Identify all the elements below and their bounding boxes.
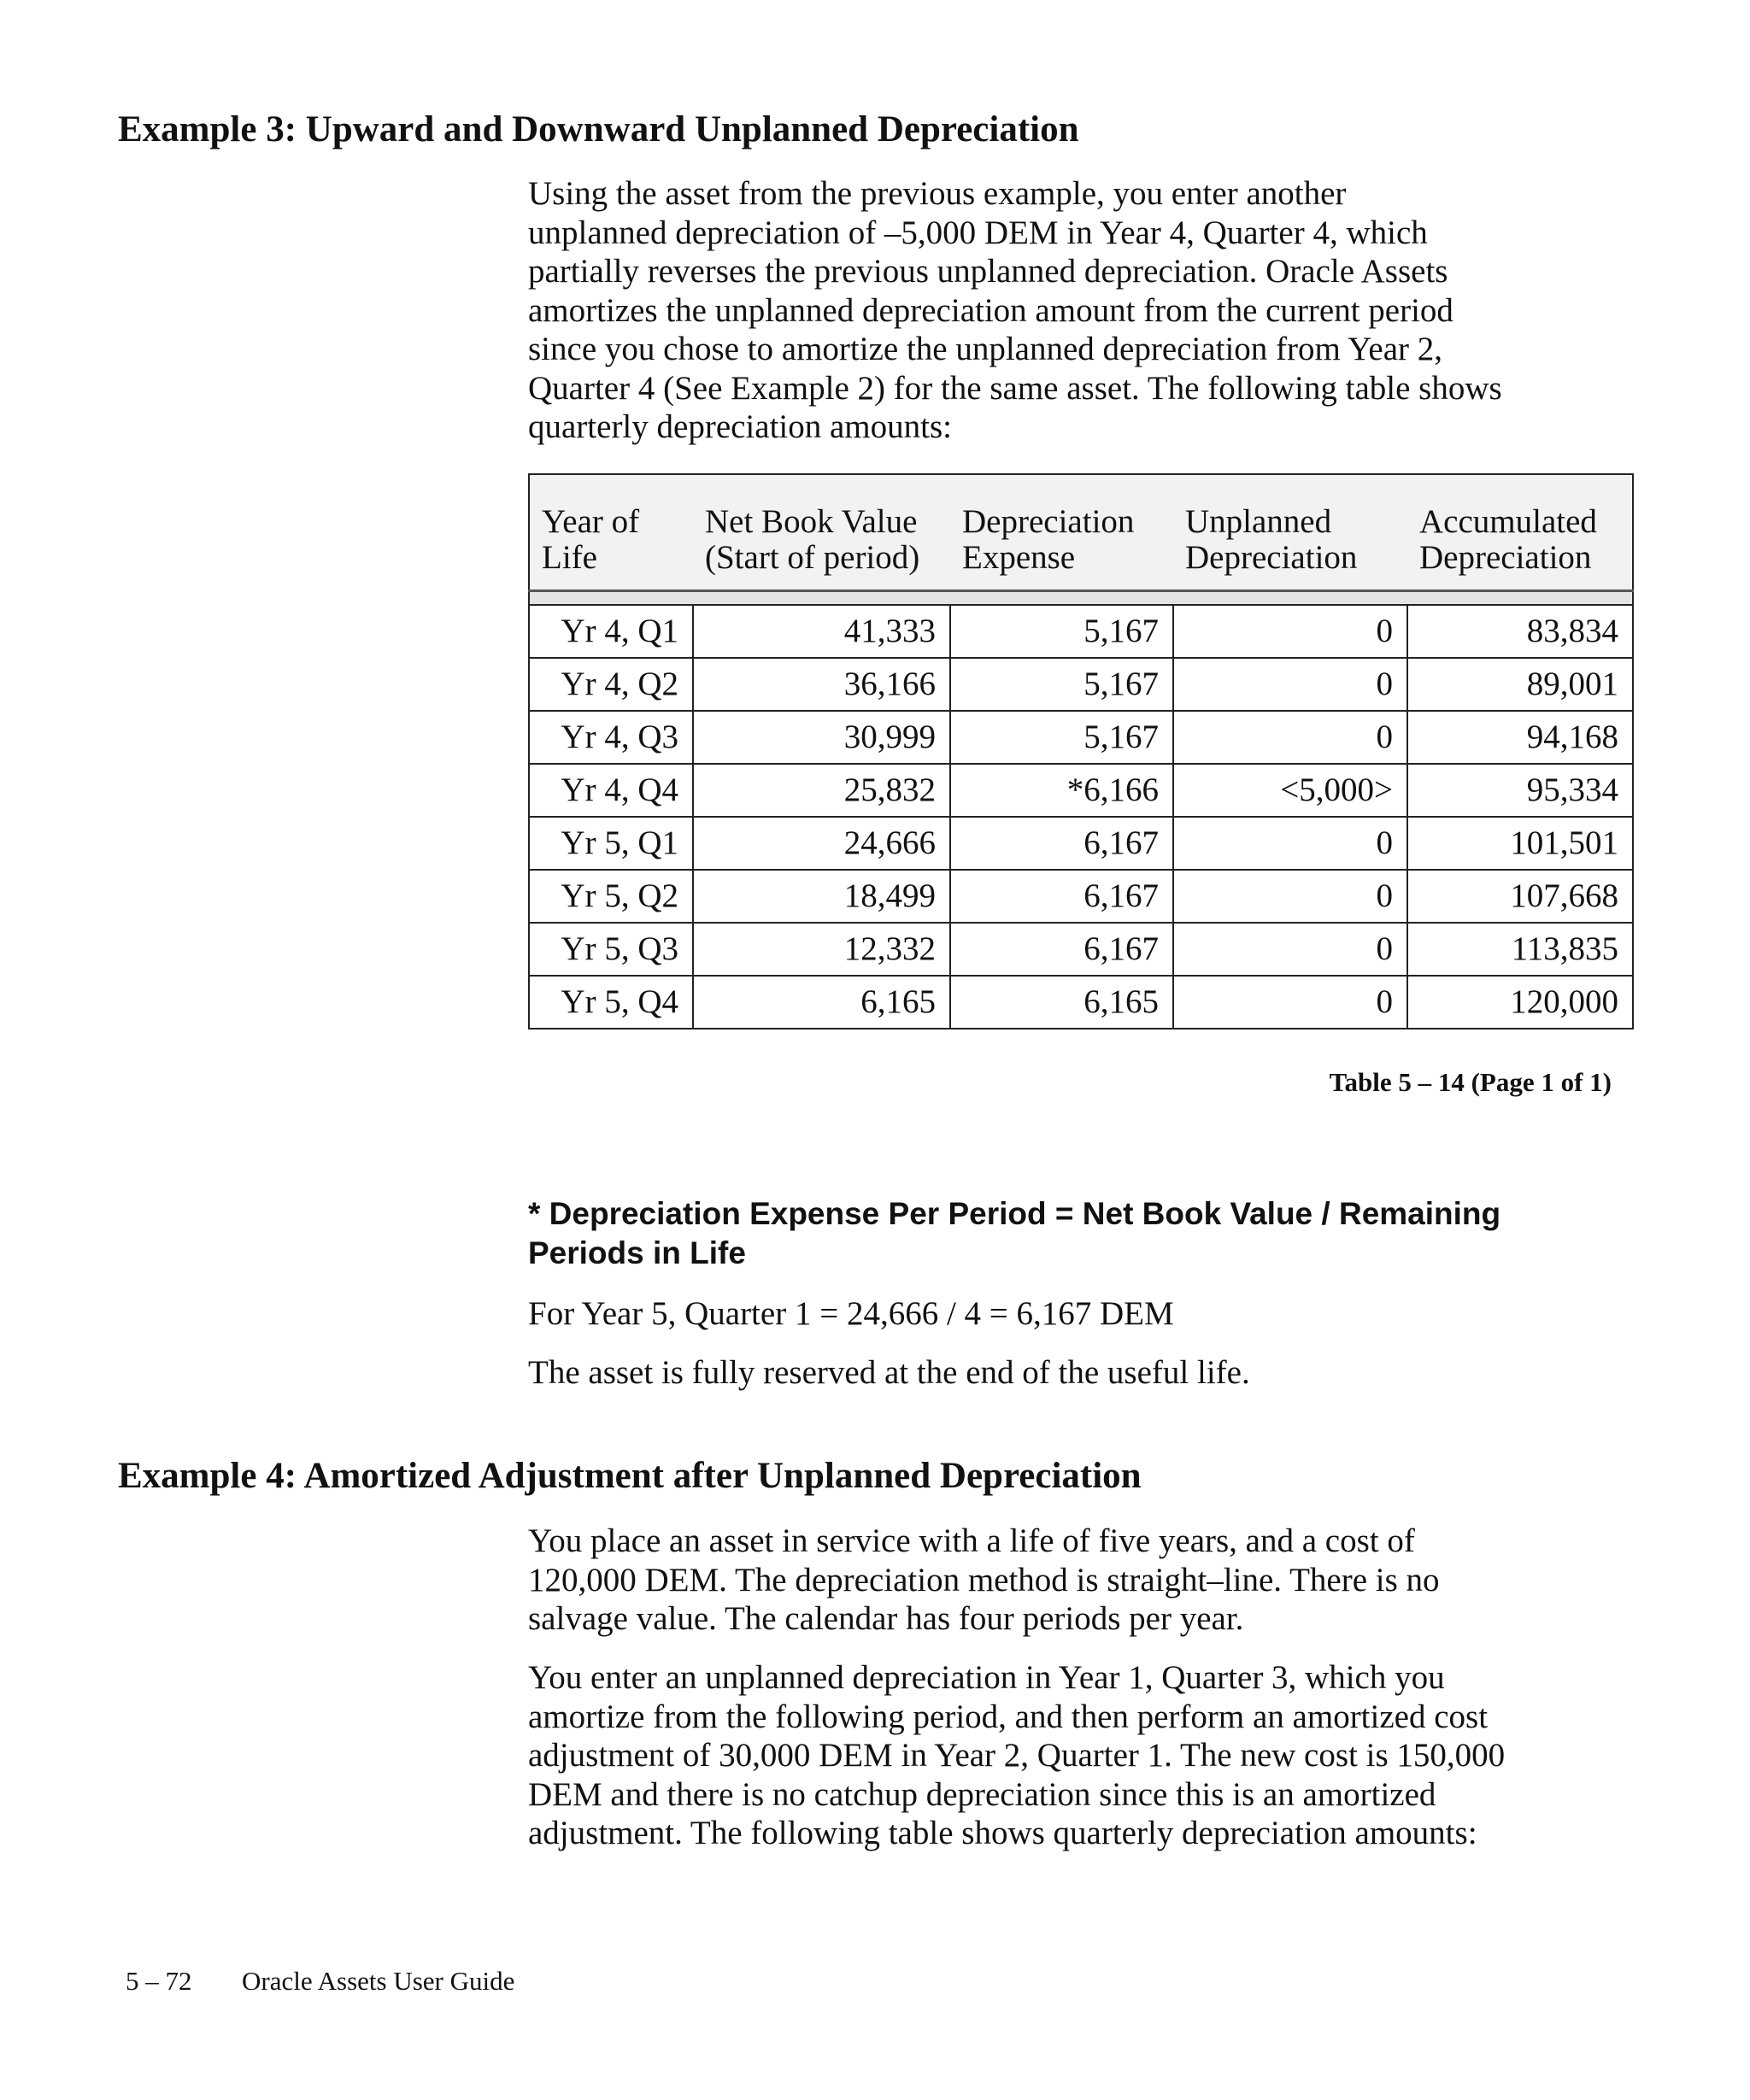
depreciation-expense-cell: 6,167: [950, 870, 1173, 923]
text-line: amortizes the unplanned depreciation amount from the current period: [528, 291, 1453, 329]
net-book-value-cell: 25,832: [693, 764, 950, 817]
net-book-value-cell: 24,666: [693, 817, 950, 870]
table-row: [529, 658, 1633, 711]
net-book-value-cell: 36,166: [693, 658, 950, 711]
accumulated-depreciation-cell: 94,168: [1407, 711, 1633, 764]
header-net-book-value: Net Book Value (Start of period): [693, 474, 950, 590]
text-line: since you chose to amortize the unplanned depreciation from Year 2,: [528, 331, 1443, 367]
period-cell: Yr 5, Q1: [529, 817, 693, 870]
period-cell: Yr 4, Q4: [529, 764, 693, 817]
table-row: [529, 923, 1633, 976]
unplanned-depreciation-cell: 0: [1173, 711, 1407, 764]
text-line: adjustment of 30,000 DEM in Year 2, Quarter 1. The new cost is 150,000: [528, 1737, 1506, 1774]
text-line: adjustment. The following table shows quarterly depreciation amounts:: [528, 1815, 1477, 1851]
unplanned-depreciation-cell: <5,000>: [1173, 764, 1407, 817]
depreciation-expense-cell: 5,167: [950, 658, 1173, 711]
example3-heading: Example 3: Upward and Downward Unplanned Depreciation: [118, 109, 1079, 150]
accumulated-depreciation-cell: 120,000: [1407, 976, 1633, 1029]
text-line: Using the asset from the previous example, you enter another: [528, 175, 1347, 212]
unplanned-depreciation-cell: 0: [1173, 923, 1407, 976]
accumulated-depreciation-cell: 107,668: [1407, 870, 1633, 923]
text-line: DEM and there is no catchup depreciation since this is an amortized: [528, 1775, 1436, 1813]
accumulated-depreciation-cell: 89,001: [1407, 658, 1633, 711]
net-book-value-cell: 30,999: [693, 711, 950, 764]
period-cell: Yr 5, Q3: [529, 923, 693, 976]
rule-line: Periods in Life: [528, 1235, 746, 1270]
net-book-value-cell: 12,332: [693, 923, 950, 976]
net-book-value-cell: 41,333: [693, 605, 950, 658]
accumulated-depreciation-cell: 113,835: [1407, 923, 1633, 976]
example4-heading: Example 4: Amortized Adjustment after Unplanned Depreciation: [118, 1456, 1142, 1496]
example4-para1: [528, 1522, 1639, 1639]
book-title: Oracle Assets User Guide: [242, 1966, 515, 1996]
table-row: [529, 870, 1633, 923]
table-row: [529, 817, 1633, 870]
unplanned-depreciation-cell: 0: [1173, 976, 1407, 1029]
table-caption: Table 5 – 14 (Page 1 of 1): [1329, 1067, 1612, 1097]
unplanned-depreciation-cell: 0: [1173, 817, 1407, 870]
depreciation-expense-cell: 5,167: [950, 605, 1173, 658]
text-line: unplanned depreciation of –5,000 DEM in Year 4, Quarter 4, which: [528, 214, 1428, 251]
conclusion-line: The asset is fully reserved at the end of the useful life.: [528, 1354, 1250, 1391]
text-line: salvage value. The calendar has four periods per year.: [528, 1600, 1244, 1637]
net-book-value-cell: 6,165: [693, 976, 950, 1029]
depreciation-expense-cell: *6,166: [950, 764, 1173, 817]
depreciation-expense-cell: 6,167: [950, 923, 1173, 976]
header-accumulated-depreciation: Accumulated Depreciation: [1407, 474, 1633, 590]
period-cell: Yr 4, Q1: [529, 605, 693, 658]
unplanned-depreciation-cell: 0: [1173, 658, 1407, 711]
text-line: partially reverses the previous unplanned depreciation. Oracle Assets: [528, 253, 1448, 290]
formula-line: For Year 5, Quarter 1 = 24,666 / 4 = 6,167 DEM: [528, 1295, 1174, 1332]
table-header-row: [529, 474, 1633, 590]
accumulated-depreciation-cell: 83,834: [1407, 605, 1633, 658]
period-cell: Yr 4, Q2: [529, 658, 693, 711]
text-line: 120,000 DEM. The depreciation method is straight–line. There is no: [528, 1561, 1440, 1598]
depreciation-rule: [528, 1194, 1500, 1273]
unplanned-depreciation-cell: 0: [1173, 870, 1407, 923]
table-body: [529, 605, 1633, 1029]
text-line: amortize from the following period, and then perform an amortized cost: [528, 1698, 1489, 1735]
text-line: You place an asset in service with a life of five years, and a cost of: [528, 1522, 1415, 1559]
table-row: [529, 605, 1633, 658]
text-line: Quarter 4 (See Example 2) for the same asset. The following table shows: [528, 369, 1502, 407]
period-cell: Yr 4, Q3: [529, 711, 693, 764]
example4-para2: [528, 1658, 1639, 1853]
table-row: [529, 764, 1633, 817]
table-row: [529, 976, 1633, 1029]
text-line: You enter an unplanned depreciation in Year 1, Quarter 3, which you: [528, 1659, 1445, 1696]
depreciation-expense-cell: 6,165: [950, 976, 1173, 1029]
accumulated-depreciation-cell: 101,501: [1407, 817, 1633, 870]
header-unplanned-depreciation: Unplanned Depreciation: [1173, 474, 1407, 590]
depreciation-expense-cell: 6,167: [950, 817, 1173, 870]
period-cell: Yr 5, Q4: [529, 976, 693, 1029]
net-book-value-cell: 18,499: [693, 870, 950, 923]
header-divider: [529, 590, 1633, 605]
text-line: quarterly depreciation amounts:: [528, 408, 952, 445]
depreciation-expense-cell: 5,167: [950, 711, 1173, 764]
accumulated-depreciation-cell: 95,334: [1407, 764, 1633, 817]
rule-line: * Depreciation Expense Per Period = Net Book Value / Remaining: [528, 1196, 1501, 1231]
table-row: [529, 711, 1633, 764]
unplanned-depreciation-cell: 0: [1173, 605, 1407, 658]
header-year-of-life: Year of Life: [529, 474, 693, 590]
page-number: 5 – 72: [126, 1966, 192, 1996]
example3-intro: [528, 174, 1639, 447]
period-cell: Yr 5, Q2: [529, 870, 693, 923]
depreciation-table: [528, 473, 1634, 1029]
header-depreciation-expense: Depreciation Expense: [950, 474, 1173, 590]
